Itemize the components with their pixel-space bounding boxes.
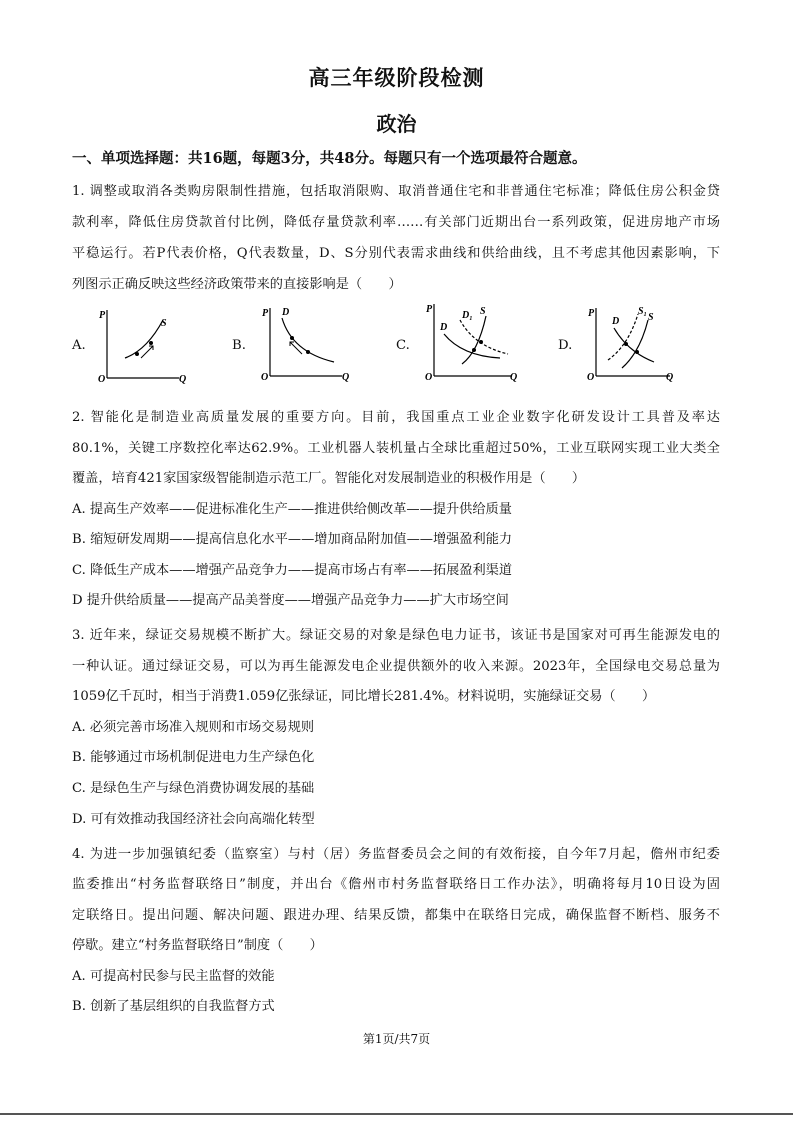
q1-option-d-graph: [584, 300, 724, 390]
axis-q-label: Q: [510, 372, 518, 383]
curve-label: S: [480, 306, 486, 317]
q4-option: B. 创新了基层组织的自我监督方式: [72, 999, 275, 1014]
q4-option: A. 可提高村民参与民主监督的效能: [72, 969, 275, 984]
origin-label: O: [98, 374, 106, 385]
demand-curve: [282, 318, 334, 362]
axis-p-label: P: [426, 304, 433, 315]
curve-label: D₁: [462, 310, 473, 321]
axis-q-label: Q: [179, 374, 187, 385]
q1-line: 平稳运行。若P代表价格，Q代表数量，D、S分别代表需求曲线和供给曲线，且不考虑其他因素影响，下: [72, 246, 720, 261]
origin-label: O: [587, 372, 595, 383]
q4-line: 监委推出“村务监督联络日”制度，并出台《儋州市村务监督联络日工作办法》，明确将每月10日设为固: [72, 877, 720, 892]
q3-option: B. 能够通过市场机制促进电力生产绿色化: [72, 750, 315, 765]
supply-curve: [125, 320, 163, 358]
supply-curve: [462, 316, 486, 364]
axis-q-label: Q: [342, 372, 350, 383]
axis-p-label: P: [99, 310, 106, 321]
q4-line: 停歇。建立“村务监督联络日”制度（ ）: [72, 938, 323, 953]
q3-option: C. 是绿色生产与绿色消费协调发展的基础: [72, 781, 315, 796]
curve-label: S: [161, 318, 167, 329]
q2-line: 覆盖，培育421家国家级智能制造示范工厂。智能化对发展制造业的积极作用是（ ）: [72, 471, 586, 486]
q3-line: 3. 近年来，绿证交易规模不断扩大。绿证交易的对象是绿色电力证书，该证书是国家对可再生能源发电的: [72, 628, 720, 643]
q2-line: 80.1%，关键工序数控化率达62.9%。工业机器人装机量占全球比重超过50%，工业互联网实现工业大类全: [72, 441, 720, 456]
curve-label: D: [440, 322, 448, 333]
q2-option: B. 缩短研发周期——提高信息化水平——增加商品附加值——增强盈利能力: [72, 532, 513, 547]
q4-line: 定联络日。提出问题、解决问题、跟进办理、结果反馈，都集中在联络日完成，确保监督不断档、服务不: [72, 908, 720, 923]
subject-title: 政治: [376, 112, 417, 136]
q1-option-a-graph: [95, 300, 235, 390]
axis-p-label: P: [588, 308, 595, 319]
q3-option: D. 可有效推动我国经济社会向高端化转型: [72, 812, 315, 827]
q1-option-c-graph: [422, 300, 562, 390]
origin-label: O: [261, 372, 269, 383]
q1-line: 列图示正确反映这些经济政策带来的直接影响是（ ）: [72, 277, 402, 292]
q1-option-b-graph: [258, 300, 398, 390]
axis-p-label: P: [262, 308, 269, 319]
q3-option: A. 必须完善市场准入规则和市场交易规则: [72, 720, 315, 735]
curve-label: S: [648, 312, 654, 323]
section-heading: 一、单项选择题：共16题，每题3分，共48分。每题只有一个选项最符合题意。: [72, 150, 587, 167]
q3-line: 1059亿千瓦时，相当于消费1.059亿张绿证，同比增长281.4%。材料说明，实施绿证交易（ ）: [72, 689, 656, 704]
q3-line: 一种认证。通过绿证交易，可以为再生能源发电企业提供额外的收入来源。2023年，全国绿电交易总量为: [72, 659, 720, 674]
q1-option-d-label: D.: [558, 338, 573, 353]
q1-line: 1. 调整或取消各类购房限制性措施，包括取消限购、取消普通住宅和非普通住宅标准；降低住房公积金贷: [72, 184, 720, 199]
axis-q-label: Q: [666, 372, 674, 383]
demand-curve: [614, 328, 654, 362]
exam-title: 高三年级阶段检测: [308, 65, 485, 90]
bottom-divider: [0, 1113, 793, 1115]
curve-label: D: [612, 316, 620, 327]
q1-option-a-label: A.: [72, 338, 86, 353]
q2-option: D 提升供给质量——提高产品美誉度——增强产品竞争力——扩大市场空间: [72, 593, 509, 608]
origin-label: O: [425, 372, 433, 383]
q1-option-b-label: B.: [232, 338, 246, 353]
curve-label: D: [282, 307, 290, 318]
q2-line: 2. 智能化是制造业高质量发展的重要方向。目前，我国重点工业企业数字化研发设计工具普及率达: [72, 410, 720, 425]
q2-option: C. 降低生产成本——增强产品竞争力——提高市场占有率——拓展盈利渠道: [72, 563, 513, 578]
page-number: 第1页/共7页: [362, 1032, 431, 1046]
demand-curve: [444, 334, 500, 358]
arrow: [290, 342, 302, 354]
q4-line: 4. 为进一步加强镇纪委（监察室）与村（居）务监督委员会之间的有效衔接，自今年7月起，儋州市纪委: [72, 847, 720, 862]
q1-option-c-label: C.: [396, 338, 410, 353]
curve-label: S₁: [638, 306, 648, 317]
q1-line: 款利率，降低住房贷款首付比例，降低存量贷款利率……有关部门近期出台一系列政策，促进房地产市场: [72, 215, 720, 230]
q2-option: A. 提高生产效率——促进标准化生产——推进供给侧改革——提升供给质量: [72, 502, 512, 517]
